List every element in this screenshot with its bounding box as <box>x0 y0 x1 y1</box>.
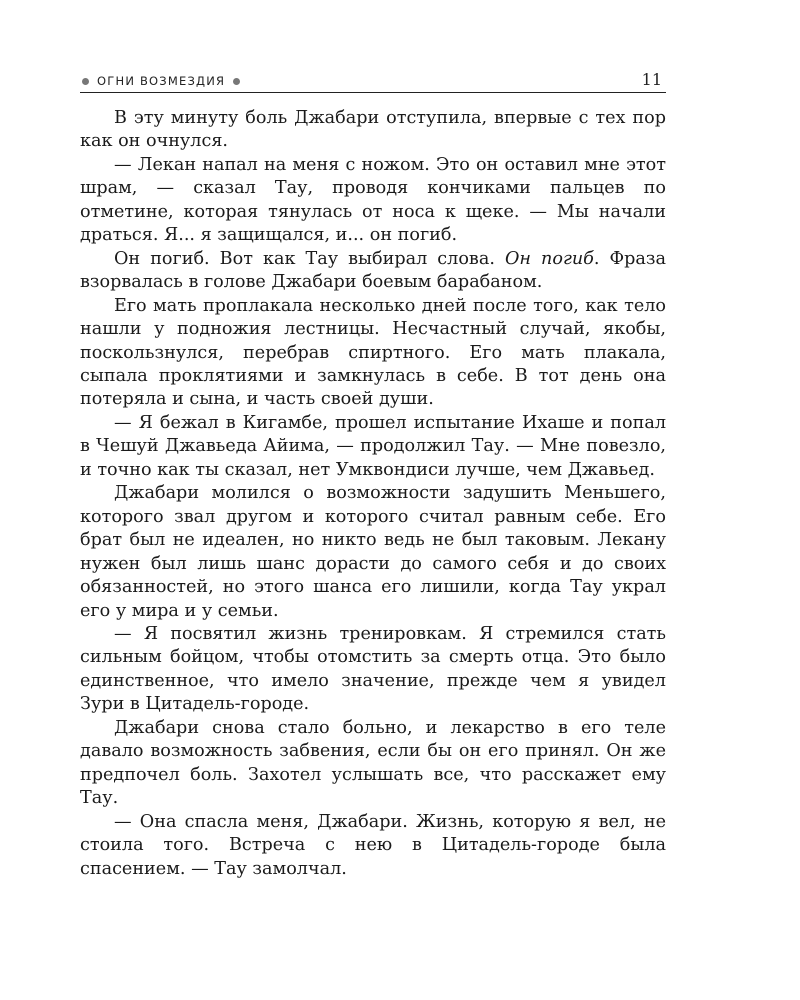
paragraph: — Я бежал в Кигамбе, прошел испытание Ихаше и попал в Чешуй Джавьеда Айима, — продолжил Тау. — Мне повезло, и точно как ты сказал, нет Умквондиси лучше, чем Джавьед. <box>80 412 666 480</box>
paragraph <box>80 248 666 295</box>
paragraph: — Я посвятил жизнь тренировкам. Я стремился стать сильным бойцом, чтобы отомстить за смерть отца. Это было единственное, что имело значение, прежде чем я увидел Зури в Цитадель-городе. <box>80 623 666 715</box>
running-title-group <box>82 74 240 88</box>
paragraph-text: Он погиб. Вот как Тау выбирал слова. <box>114 248 505 269</box>
paragraph: — Она спасла меня, Джабари. Жизнь, которую я вел, не стоила того. Встреча с нею в Цитадель-городе была спасением. — Тау замолчал. <box>80 811 666 879</box>
running-header <box>80 70 666 93</box>
paragraph: — Лекан напал на меня с ножом. Это он оставил мне этот шрам, — сказал Тау, проводя кончиками пальцев по отметине, которая тянулась от носа к щеке. — Мы начали драться. Я... я защищался, и... он погиб. <box>80 154 666 246</box>
body-text <box>80 107 666 881</box>
bullet-right-icon <box>233 78 240 85</box>
bullet-left-icon <box>82 78 89 85</box>
paragraph-text: . Фраза взорвалась в голове Джабари боевым барабаном. <box>80 248 666 293</box>
paragraph: Его мать проплакала несколько дней после того, как тело нашли у подножия лестницы. Несчастный случай, якобы, поскользнулся, перебрав спиртного. Его мать плакала, сыпала проклятиями и замкнулась в себе. В тот день она потеряла и сына, и часть своей души. <box>80 295 666 410</box>
book-title: ОГНИ ВОЗМЕЗДИЯ <box>97 74 226 88</box>
page-number: 11 <box>641 70 662 89</box>
paragraph: Джабари молился о возможности задушить Меньшего, которого звал другом и которого считал равным себе. Его брат был не идеален, но никто ведь не был таковым. Лекану нужен был лишь шанс дорасти до самого себя и до своих обязанностей, но этого шанса его лишили, когда Тау украл его у мира и у семьи. <box>80 483 666 621</box>
italic-phrase: Он погиб <box>504 248 594 269</box>
paragraph: Джабари снова стало больно, и лекарство в его теле давало возможность забвения, если бы он его принял. Он же предпочел боль. Захотел услышать все, что расскажет ему Тау. <box>80 717 666 809</box>
paragraph: В эту минуту боль Джабари отступила, впервые с тех пор как он очнулся. <box>80 108 666 152</box>
